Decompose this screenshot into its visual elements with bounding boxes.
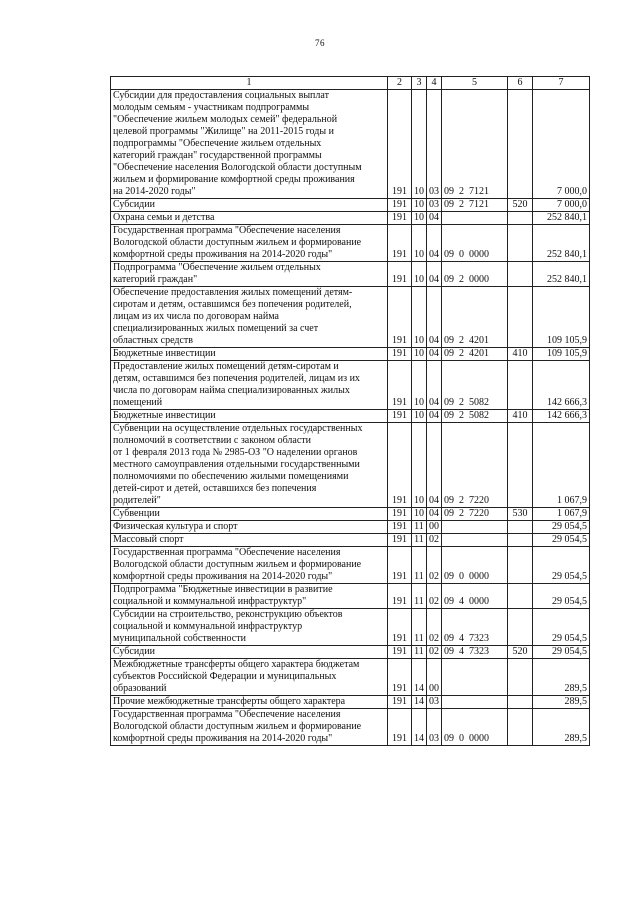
table-row: [111, 709, 590, 746]
target-code-cell: 09 0 0000: [442, 709, 508, 746]
item-name-cell: Межбюджетные трансферты общего характера бюджетам субъектов Российской Федерации и муниципальных образований: [111, 659, 388, 696]
subsection-code-cell: 04: [427, 287, 442, 348]
ministry-code-cell: 191: [388, 212, 412, 225]
section-code-cell: 11: [412, 584, 427, 609]
item-name-cell: Бюджетные инвестиции: [111, 348, 388, 361]
amount-cell: 29 054,5: [533, 646, 590, 659]
amount-cell: 1 067,9: [533, 423, 590, 508]
item-name-cell: Субсидии: [111, 646, 388, 659]
table-body: [111, 90, 590, 746]
amount-cell: 1 067,9: [533, 508, 590, 521]
expense-type-cell: [508, 212, 533, 225]
target-code-cell: [442, 696, 508, 709]
section-code-cell: 10: [412, 199, 427, 212]
table-row: [111, 584, 590, 609]
section-code-cell: 10: [412, 361, 427, 410]
section-code-cell: 10: [412, 423, 427, 508]
amount-cell: 252 840,1: [533, 225, 590, 262]
table-row: [111, 423, 590, 508]
section-code-cell: 10: [412, 508, 427, 521]
header-cell-5: 5: [442, 77, 508, 90]
item-name-cell: Предоставление жилых помещений детям-сиротам и детям, оставшимся без попечения родителей, лицам из их числа по договорам найма специализированных жилых помещений: [111, 361, 388, 410]
target-code-cell: 09 2 7121: [442, 199, 508, 212]
target-code-cell: 09 2 7220: [442, 508, 508, 521]
table-row: [111, 90, 590, 199]
section-code-cell: 14: [412, 709, 427, 746]
ministry-code-cell: 191: [388, 262, 412, 287]
subsection-code-cell: 02: [427, 646, 442, 659]
table-row: [111, 225, 590, 262]
subsection-code-cell: 02: [427, 534, 442, 547]
ministry-code-cell: 191: [388, 287, 412, 348]
expense-type-cell: [508, 361, 533, 410]
ministry-code-cell: 191: [388, 547, 412, 584]
item-name-cell: Массовый спорт: [111, 534, 388, 547]
section-code-cell: 10: [412, 225, 427, 262]
target-code-cell: 09 2 0000: [442, 262, 508, 287]
table-row: [111, 521, 590, 534]
expense-type-cell: [508, 659, 533, 696]
section-code-cell: 14: [412, 696, 427, 709]
table-row: [111, 361, 590, 410]
subsection-code-cell: 04: [427, 361, 442, 410]
header-cell-7: 7: [533, 77, 590, 90]
ministry-code-cell: 191: [388, 584, 412, 609]
section-code-cell: 10: [412, 348, 427, 361]
target-code-cell: 09 4 0000: [442, 584, 508, 609]
amount-cell: 29 054,5: [533, 521, 590, 534]
amount-cell: 289,5: [533, 659, 590, 696]
section-code-cell: 11: [412, 547, 427, 584]
target-code-cell: 09 2 4201: [442, 287, 508, 348]
ministry-code-cell: 191: [388, 609, 412, 646]
header-cell-3: 3: [412, 77, 427, 90]
amount-cell: 29 054,5: [533, 609, 590, 646]
target-code-cell: [442, 659, 508, 696]
section-code-cell: 11: [412, 534, 427, 547]
amount-cell: 7 000,0: [533, 90, 590, 199]
header-cell-4: 4: [427, 77, 442, 90]
ministry-code-cell: 191: [388, 361, 412, 410]
section-code-cell: 11: [412, 646, 427, 659]
section-code-cell: 10: [412, 212, 427, 225]
target-code-cell: [442, 521, 508, 534]
ministry-code-cell: 191: [388, 423, 412, 508]
header-cell-2: 2: [388, 77, 412, 90]
header-row: [111, 77, 590, 90]
item-name-cell: Подпрограмма "Бюджетные инвестиции в развитие социальной и коммунальной инфраструктур": [111, 584, 388, 609]
subsection-code-cell: 03: [427, 696, 442, 709]
item-name-cell: Субвенции: [111, 508, 388, 521]
target-code-cell: [442, 534, 508, 547]
section-code-cell: 10: [412, 90, 427, 199]
target-code-cell: 09 0 0000: [442, 547, 508, 584]
ministry-code-cell: 191: [388, 348, 412, 361]
subsection-code-cell: 03: [427, 90, 442, 199]
amount-cell: 109 105,9: [533, 287, 590, 348]
amount-cell: 289,5: [533, 696, 590, 709]
target-code-cell: 09 2 7220: [442, 423, 508, 508]
section-code-cell: 10: [412, 262, 427, 287]
expense-type-cell: [508, 547, 533, 584]
section-code-cell: 11: [412, 609, 427, 646]
subsection-code-cell: 02: [427, 547, 442, 584]
ministry-code-cell: 191: [388, 90, 412, 199]
item-name-cell: Физическая культура и спорт: [111, 521, 388, 534]
header-cell-1: 1: [111, 77, 388, 90]
item-name-cell: Государственная программа "Обеспечение населения Вологодской области доступным жильем и формирование комфортной среды проживания на 2014-2020 годы": [111, 709, 388, 746]
item-name-cell: Субсидии: [111, 199, 388, 212]
subsection-code-cell: 04: [427, 508, 442, 521]
expense-type-cell: [508, 262, 533, 287]
table-row: [111, 696, 590, 709]
table-row: [111, 534, 590, 547]
target-code-cell: 09 0 0000: [442, 225, 508, 262]
ministry-code-cell: 191: [388, 199, 412, 212]
subsection-code-cell: 00: [427, 521, 442, 534]
expense-type-cell: [508, 287, 533, 348]
subsection-code-cell: 00: [427, 659, 442, 696]
table-row: [111, 262, 590, 287]
amount-cell: 29 054,5: [533, 534, 590, 547]
table-row: [111, 410, 590, 423]
target-code-cell: 09 4 7323: [442, 646, 508, 659]
table-row: [111, 199, 590, 212]
subsection-code-cell: 04: [427, 423, 442, 508]
item-name-cell: Прочие межбюджетные трансферты общего характера: [111, 696, 388, 709]
amount-cell: 289,5: [533, 709, 590, 746]
expense-type-cell: [508, 521, 533, 534]
ministry-code-cell: 191: [388, 709, 412, 746]
expense-type-cell: [508, 609, 533, 646]
subsection-code-cell: 03: [427, 199, 442, 212]
target-code-cell: 09 4 7323: [442, 609, 508, 646]
item-name-cell: Субсидии для предоставления социальных выплат молодым семьям - участникам подпрограммы "Обеспечение жильем молодых семей" федеральной целевой программы "Жилище" на 2011-2015 годы и подпрограммы "Обеспечение жильем отдельных категорий граждан" государственной программы "Обеспечение населения Вологодской области доступным жильем и формирование комфортной среды проживания на 2014-2020 годы": [111, 90, 388, 199]
amount-cell: 109 105,9: [533, 348, 590, 361]
item-name-cell: Бюджетные инвестиции: [111, 410, 388, 423]
subsection-code-cell: 03: [427, 709, 442, 746]
ministry-code-cell: 191: [388, 659, 412, 696]
table-row: [111, 212, 590, 225]
item-name-cell: Субсидии на строительство, реконструкцию объектов социальной и коммунальной инфраструктур муниципальной собственности: [111, 609, 388, 646]
section-code-cell: 10: [412, 410, 427, 423]
table-row: [111, 508, 590, 521]
amount-cell: 7 000,0: [533, 199, 590, 212]
item-name-cell: Субвенции на осуществление отдельных государственных полномочий в соответствии с законом области от 1 февраля 2013 года № 2985-ОЗ "О наделении органов местного самоуправления отдельными государственными полномочиями по обеспечению жилыми помещениями детей-сирот и детей, оставшихся без попечения родителей": [111, 423, 388, 508]
expense-type-cell: [508, 696, 533, 709]
table-row: [111, 659, 590, 696]
ministry-code-cell: 191: [388, 410, 412, 423]
budget-table: [110, 76, 590, 746]
expense-type-cell: [508, 584, 533, 609]
ministry-code-cell: 191: [388, 225, 412, 262]
expense-type-cell: [508, 90, 533, 199]
expense-type-cell: [508, 423, 533, 508]
ministry-code-cell: 191: [388, 534, 412, 547]
expense-type-cell: 520: [508, 646, 533, 659]
amount-cell: 142 666,3: [533, 361, 590, 410]
amount-cell: 252 840,1: [533, 262, 590, 287]
section-code-cell: 11: [412, 521, 427, 534]
amount-cell: 252 840,1: [533, 212, 590, 225]
table-row: [111, 609, 590, 646]
item-name-cell: Обеспечение предоставления жилых помещений детям- сиротам и детям, оставшимся без попечения родителей, лицам из их числа по договорам найма специализированных жилых помещений за счет областных средств: [111, 287, 388, 348]
target-code-cell: 09 2 5082: [442, 361, 508, 410]
subsection-code-cell: 04: [427, 348, 442, 361]
ministry-code-cell: 191: [388, 508, 412, 521]
item-name-cell: Государственная программа "Обеспечение населения Вологодской области доступным жильем и формирование комфортной среды проживания на 2014-2020 годы": [111, 225, 388, 262]
ministry-code-cell: 191: [388, 696, 412, 709]
expense-type-cell: [508, 709, 533, 746]
subsection-code-cell: 04: [427, 262, 442, 287]
subsection-code-cell: 04: [427, 225, 442, 262]
expense-type-cell: 520: [508, 199, 533, 212]
expense-type-cell: [508, 534, 533, 547]
subsection-code-cell: 04: [427, 410, 442, 423]
item-name-cell: Подпрограмма "Обеспечение жильем отдельных категорий граждан": [111, 262, 388, 287]
target-code-cell: 09 2 4201: [442, 348, 508, 361]
section-code-cell: 10: [412, 287, 427, 348]
expense-type-cell: 410: [508, 348, 533, 361]
table-row: [111, 547, 590, 584]
subsection-code-cell: 02: [427, 584, 442, 609]
expense-type-cell: 530: [508, 508, 533, 521]
table-row: [111, 287, 590, 348]
section-code-cell: 14: [412, 659, 427, 696]
target-code-cell: 09 2 7121: [442, 90, 508, 199]
expense-type-cell: 410: [508, 410, 533, 423]
ministry-code-cell: 191: [388, 521, 412, 534]
target-code-cell: 09 2 5082: [442, 410, 508, 423]
header-cell-6: 6: [508, 77, 533, 90]
page-number: 76: [315, 38, 325, 48]
amount-cell: 29 054,5: [533, 547, 590, 584]
item-name-cell: Охрана семьи и детства: [111, 212, 388, 225]
subsection-code-cell: 04: [427, 212, 442, 225]
table-row: [111, 348, 590, 361]
expense-type-cell: [508, 225, 533, 262]
amount-cell: 142 666,3: [533, 410, 590, 423]
ministry-code-cell: 191: [388, 646, 412, 659]
table-row: [111, 646, 590, 659]
subsection-code-cell: 02: [427, 609, 442, 646]
amount-cell: 29 054,5: [533, 584, 590, 609]
target-code-cell: [442, 212, 508, 225]
item-name-cell: Государственная программа "Обеспечение населения Вологодской области доступным жильем и формирование комфортной среды проживания на 2014-2020 годы": [111, 547, 388, 584]
